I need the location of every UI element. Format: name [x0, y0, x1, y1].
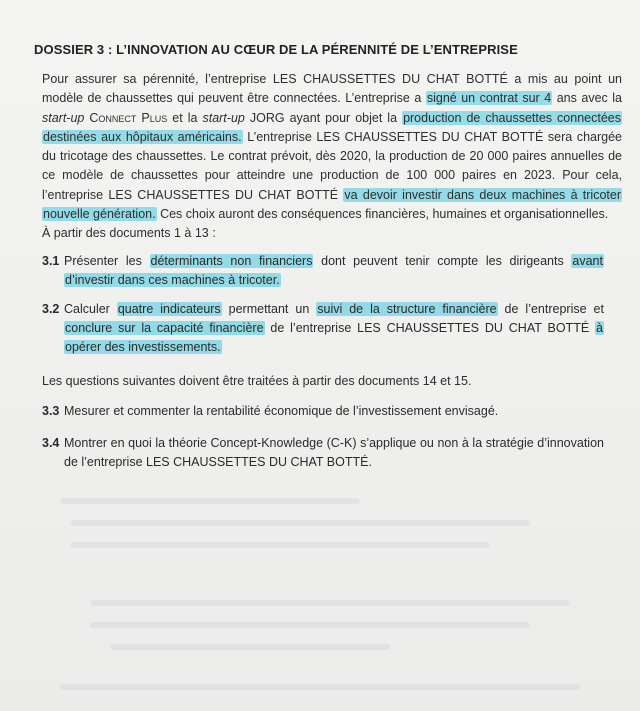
q32-highlight-3: conclure sur la capacité financière	[65, 321, 264, 335]
question-number: 3.3	[42, 404, 60, 418]
dossier-title: DOSSIER 3 : L’INNOVATION AU CŒUR DE LA PÉRENNITÉ DE L’ENTREPRISE	[34, 42, 518, 57]
intro-text-3: et la	[172, 110, 198, 125]
show-through-smudge	[90, 600, 570, 606]
question-text: Montrer en quoi la théorie Concept-Knowledge (C-K) s’applique ou non à la stratégie d’innovation de l’entreprise LES CHAUSSETTES DU CHAT BOTTÉ.	[64, 436, 604, 469]
question-text	[64, 252, 604, 290]
q31-highlight-1: déterminants non financiers	[150, 254, 313, 268]
intro-text-2: ans avec la	[556, 91, 622, 106]
intro-text-5: L’entreprise LES CHAUSSETTES DU CHAT BOTTÉ sera chargée du tricotage des chaussettes. Le contrat prévoit, dès 2020, la production de 20 000 paires annuelles de ce modèle de chaussettes pour atteindre une production de 100 000 paires en 2023. Pour cela, l’entreprise LES CHAUSSETTES DU CHAT BOTTÉ	[42, 129, 622, 202]
documents-reference-1-13: À partir des documents 1 à 13 :	[42, 226, 216, 240]
q32-highlight-4: à opérer des investissements.	[65, 321, 603, 354]
highlight-investment: va devoir investir dans deux machines à tricoter nouvelle génération.	[43, 187, 621, 222]
question-number: 3.2	[42, 302, 60, 316]
show-through-smudge	[70, 520, 530, 526]
q31-highlight-2: avant d’investir dans ces machines à tricoter.	[65, 254, 603, 287]
question-3-1	[42, 252, 604, 290]
question-3-4	[42, 434, 604, 472]
q32-text-4: de l’entreprise LES CHAUSSETTES DU CHAT BOTTÉ	[270, 321, 590, 335]
startup-term-1: start-up	[42, 110, 85, 125]
show-through-smudge	[110, 644, 390, 650]
intro-text-4: JORG ayant pour objet la	[249, 110, 398, 125]
q32-text-2: permettant un	[228, 302, 310, 316]
show-through-smudge	[60, 684, 580, 690]
question-text: Mesurer et commenter la rentabilité économique de l’investissement envisagé.	[64, 404, 499, 418]
show-through-smudge	[70, 542, 490, 548]
q32-highlight-2: suivi de la structure financière	[317, 302, 497, 316]
q32-text-1: Calculer	[64, 302, 110, 316]
highlight-contract: signé un contrat sur 4	[426, 91, 552, 106]
intro-text-1: Pour assurer sa pérennité, l’entreprise LES CHAUSSETTES DU CHAT BOTTÉ a mis au point un modèle de chaussettes qui peuvent être connectées. L’entreprise a	[42, 72, 622, 106]
question-text	[64, 300, 604, 357]
question-number: 3.1	[42, 254, 60, 268]
documents-reference-14-15: Les questions suivantes doivent être traitées à partir des documents 14 et 15.	[42, 374, 472, 388]
q32-text-3: de l’entreprise et	[504, 302, 604, 316]
startup-term-2: start-up	[202, 110, 245, 125]
show-through-smudge	[90, 622, 530, 628]
question-3-2	[42, 300, 604, 357]
question-3-3	[42, 402, 604, 421]
question-number: 3.4	[42, 436, 60, 450]
q31-text-2: dont peuvent tenir compte les dirigeants	[321, 254, 564, 268]
intro-text-6: Ces choix auront des conséquences financières, humaines et organisationnelles.	[160, 207, 609, 222]
connect-plus-name: Connect Plus	[89, 110, 168, 125]
highlight-production: production de chaussettes connectées destinées aux hôpitaux américains.	[43, 110, 621, 144]
q32-highlight-1: quatre indicateurs	[117, 302, 221, 316]
show-through-smudge	[60, 498, 360, 504]
q31-text-1: Présenter les	[64, 254, 142, 268]
intro-paragraph	[42, 70, 622, 224]
